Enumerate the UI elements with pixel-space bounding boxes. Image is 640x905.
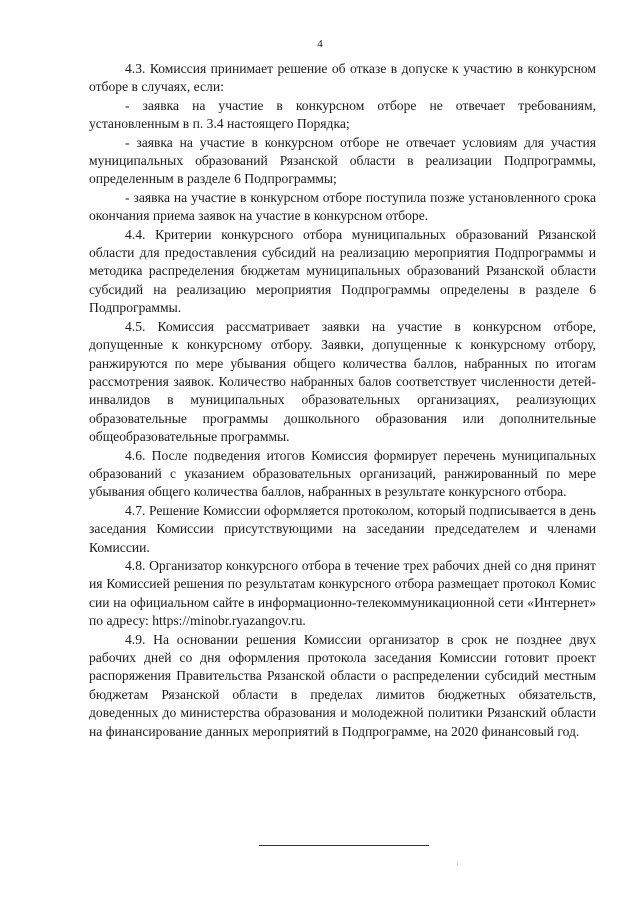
list-item-requirements: - заявка на участие в конкурсном отборе не отвечает требованиям, установленным в п. 3.4 настоящего Порядка; xyxy=(89,97,596,132)
page-number: 4 xyxy=(317,38,323,50)
paragraph-4-8: 4.8. Организатор конкурсного отбора в течение трех рабочих дней со дня принятия Комиссией решения по результатам конкурсного отбора размещает протокол Комиссии на официальном сайте в информационно-телекоммуникационной сети «Интернет» по адресу: https://minobr.ryazangov.ru. xyxy=(89,557,596,629)
paragraph-4-5: 4.5. Комиссия рассматривает заявки на участие в конкурсном отборе, допущенные к конкурсному отбору. Заявки, допущенные к конкурсному отбору, ранжируются по мере убывания общего количества баллов, набранных по итогам рассмотрения заявок. Количество набранных балов соответствует численности детей-инвалидов в муниципальных образовательных организациях, реализующих образовательные программы дошкольного образования или дополнительные общеобразовательные программы. xyxy=(89,318,596,445)
footer-divider xyxy=(259,845,429,846)
document-body xyxy=(89,60,596,741)
paragraph-4-6: 4.6. После подведения итогов Комиссия формирует перечень муниципальных образований с указанием образовательных организаций, ранжированный по мере убывания общего количества баллов, набранных в результате конкурсного отбора. xyxy=(89,447,596,500)
paragraph-4-3: 4.3. Комиссия принимает решение об отказе в допуске к участию в конкурсном отборе в случаях, если: xyxy=(89,61,596,95)
paragraph-4-9: 4.9. На основании решения Комиссии организатор в срок не позднее двух рабочих дней со дня оформления протокола заседания Комиссии готовит проект распоряжения Правительства Рязанской области о распределении субсидий местным бюджетам Рязанской области в пределах лимитов бюджетных обязательств, доведенных до министерства образования и молодежной политики Рязанский области на финансирование данных мероприятий в Подпрограмме, на 2020 финансовый год. xyxy=(89,631,596,739)
paragraph-4-4: 4.4. Критерии конкурсного отбора муниципальных образований Рязанской области для предоставления субсидий на реализацию мероприятия Подпрограммы и методика распределения бюджетам муниципальных образований Рязанской области субсидий на реализацию мероприятия Подпрограммы определены в разделе 6 Подпрограммы. xyxy=(89,226,596,316)
list-item-conditions: - заявка на участие в конкурсном отборе не отвечает условиям для участия муниципальных образований Рязанской области в реализации Подпрограммы, определенным в разделе 6 Подпрограммы; xyxy=(89,134,596,187)
list-item-deadline: - заявка на участие в конкурсном отборе поступила позже установленного срока окончания приема заявок на участие в конкурсном отборе. xyxy=(89,189,596,224)
scan-mark: · xyxy=(456,860,459,869)
paragraph-4-7: 4.7. Решение Комиссии оформляется протоколом, который подписывается в день заседания Комиссии присутствующими на заседании председателем и членами Комиссии. xyxy=(89,502,596,555)
